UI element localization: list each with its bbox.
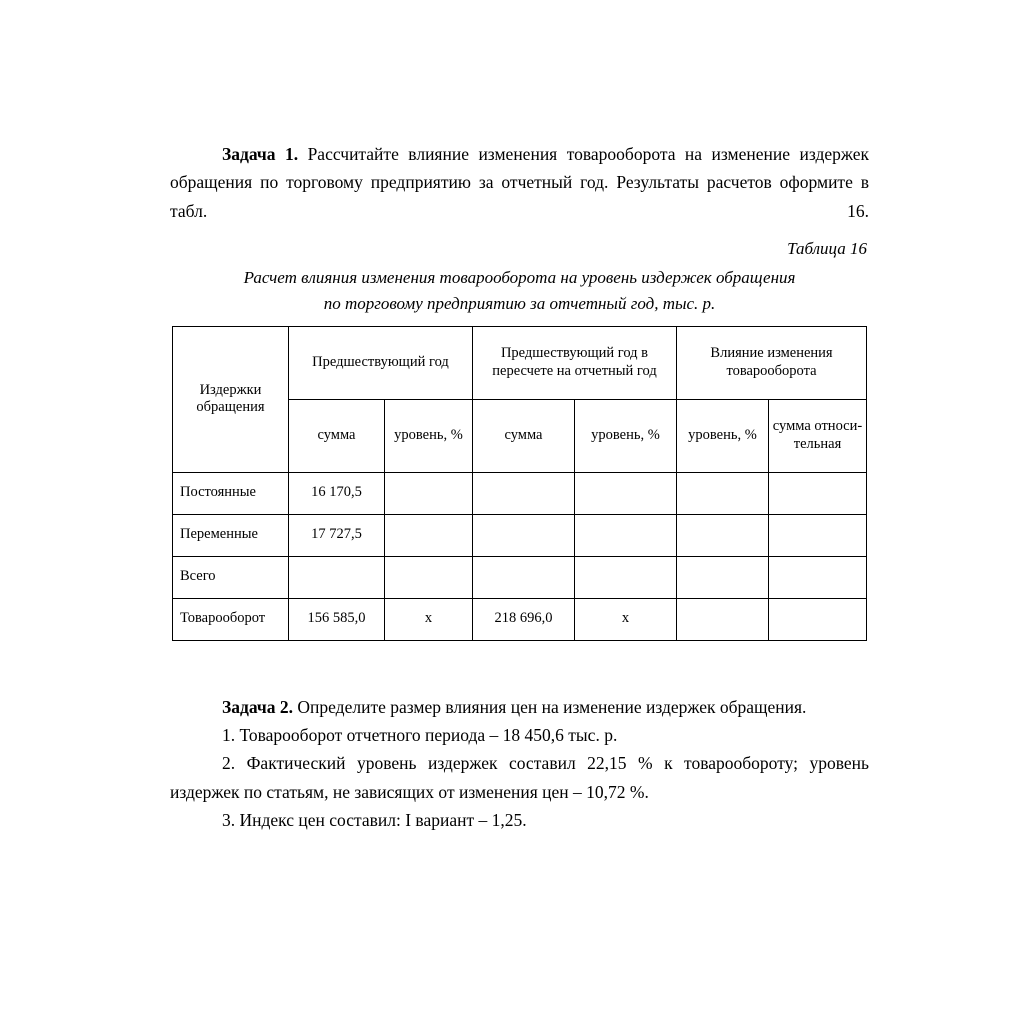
row-label: Всего (172, 556, 288, 598)
cell-sum-1: 16 170,5 (288, 472, 384, 514)
header-sum-1: сумма (288, 399, 384, 472)
cell-sum-2: 218 696,0 (472, 598, 574, 640)
table-caption (170, 265, 869, 318)
table-caption-line1: Расчет влияния изменения товарооборота на уровень издержек обращения (243, 268, 796, 288)
header-group-previous-year-recalculated: Предшествующий год в пересчете на отчетный год (472, 326, 676, 399)
cell-level-3 (677, 472, 769, 514)
cell-level-1 (384, 556, 472, 598)
cell-sum-1: 156 585,0 (288, 598, 384, 640)
cell-sum-1: 17 727,5 (288, 514, 384, 556)
table-row (172, 598, 866, 640)
task2-paragraph (170, 693, 869, 721)
header-relative-sum: сумма относи-тельная (769, 399, 867, 472)
header-group-previous-year: Предшествующий год (288, 326, 472, 399)
cell-level-1 (384, 472, 472, 514)
table-number: Таблица 16 (787, 239, 867, 259)
task2-item-2 (170, 749, 869, 806)
table-caption-line2: по торговому предприятию за отчетный год, тыс. р. (323, 294, 716, 314)
table-row (172, 556, 866, 598)
task2-block (170, 693, 869, 835)
table-body (172, 472, 866, 640)
header-group-turnover-influence: Влияние изменения товарооборота (677, 326, 867, 399)
cell-level-1: х (384, 598, 472, 640)
cell-level-2 (574, 514, 676, 556)
cell-sum-2 (472, 514, 574, 556)
table-row (172, 514, 866, 556)
row-label: Товарооборот (172, 598, 288, 640)
cell-sum-2 (472, 472, 574, 514)
cell-level-1 (384, 514, 472, 556)
cell-level-3 (677, 556, 769, 598)
task2-label: Задача 2. (222, 696, 294, 717)
cell-relative-sum (769, 472, 867, 514)
task1-text: Рассчитайте влияние изменения товарооборота на изменение издержек обращения по торговому предприятию за отчетный год. Результаты расчетов оформите в табл. 16. (170, 144, 870, 221)
task2-item-3 (170, 806, 869, 834)
header-level-3: уровень, % (677, 399, 769, 472)
table-row (172, 472, 866, 514)
table-header-row-1 (172, 326, 866, 399)
task1-label: Задача 1. (222, 144, 299, 164)
row-label: Переменные (172, 514, 288, 556)
header-level-1: уровень, % (384, 399, 472, 472)
task2-item-1-text: 1. Товарооборот отчетного периода – 18 450,6 тыс. р. (222, 725, 618, 746)
cell-sum-1 (288, 556, 384, 598)
header-sum-2: сумма (472, 399, 574, 472)
cell-sum-2 (472, 556, 574, 598)
cell-level-2 (574, 556, 676, 598)
cell-level-2 (574, 472, 676, 514)
header-stub: Издержки обращения (172, 326, 288, 472)
cell-relative-sum (769, 598, 867, 640)
cell-relative-sum (769, 514, 867, 556)
header-level-2: уровень, % (574, 399, 676, 472)
task2-text: Определите размер влияния цен на изменение издержек обращения. (297, 696, 807, 717)
row-label: Постоянные (172, 472, 288, 514)
task1-paragraph (170, 140, 869, 225)
task2-item-1 (170, 721, 869, 749)
cell-level-3 (677, 514, 769, 556)
task2-item-3-text: 3. Индекс цен составил: I вариант – 1,25. (222, 810, 527, 831)
cell-level-3 (677, 598, 769, 640)
table-16 (172, 326, 867, 641)
table-header (172, 326, 866, 472)
task2-item-2-text: 2. Фактический уровень издержек составил 22,15 % к товарообороту; уровень издержек по статьям, не зависящих от изменения цен – 10,72 %. (170, 753, 869, 802)
cell-relative-sum (769, 556, 867, 598)
cell-level-2: х (574, 598, 676, 640)
